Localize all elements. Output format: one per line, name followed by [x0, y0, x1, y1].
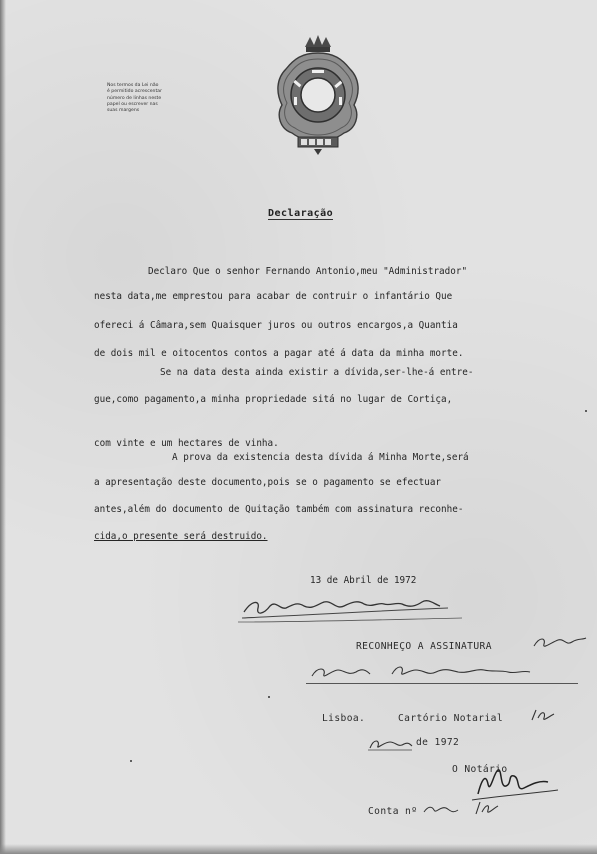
body-line: gue,como pagamento,a minha propriedade sitá no lugar de Cortiça,: [94, 394, 453, 405]
stamp-notary-office: Cartório Notarial: [398, 713, 503, 724]
scan-speck: [585, 410, 587, 412]
body-line: ofereci á Câmara,sem Quaisquer juros ou outros encargos,a Quantia: [94, 320, 458, 331]
body-line: Se na data desta ainda existir a dívida,ser-lhe-á entre-: [160, 367, 474, 378]
recognition-stamp: RECONHEÇO A ASSINATURA: [356, 641, 492, 652]
body-line: de dois mil e oitocentos contos a pagar até á data da minha morte.: [94, 348, 464, 359]
document-date: 13 de Abril de 1972: [310, 575, 417, 586]
body-line: Declaro Que o senhor Fernando Antonio,meu "Administrador": [148, 266, 468, 277]
stamp-notary: O Notário: [452, 764, 508, 775]
stamp-fees: Conta nº: [368, 806, 418, 817]
body-line: antes,além do documento de Quitação também com assinatura reconhe-: [94, 504, 464, 515]
body-line: a apresentação deste documento,pois se o pagamento se efectuar: [94, 477, 442, 488]
body-line: com vinte e um hectares de vinha.: [94, 438, 279, 449]
handwritten-month: [366, 734, 414, 752]
body-line-underlined: cida,o presente será destruido.: [94, 531, 268, 542]
body-line: A prova da existencia desta dívida á Minha Morte,será: [172, 452, 469, 463]
stamp-place: Lisboa.: [322, 713, 366, 724]
margin-note-line: número de linhas neste: [107, 95, 162, 101]
margin-note-line: é permitido acrescentar: [107, 89, 162, 95]
document-title: Declaração: [268, 208, 334, 219]
notary-initial-signature: [530, 632, 590, 652]
declarant-signature: [232, 588, 472, 632]
margin-note-line: suas margens: [107, 108, 140, 114]
scan-speck: [268, 696, 270, 698]
margin-note: [107, 83, 207, 114]
stamp-month-year: de 1972: [416, 737, 460, 748]
margin-note-line: Nos termos da Lei não: [107, 83, 159, 88]
handwritten-office-number: [528, 706, 558, 724]
fiscal-seal: [272, 33, 364, 157]
scan-edge-left: [0, 0, 6, 854]
margin-note-line: papel ou escrever nas: [107, 101, 158, 107]
scan-speck: [130, 760, 132, 762]
handwritten-fee-amount: [420, 798, 500, 820]
signature-rule: [306, 683, 578, 684]
scan-edge-bottom: [0, 844, 597, 854]
body-line: nesta data,me emprestou para acabar de contruir o infantário Que: [94, 291, 453, 302]
